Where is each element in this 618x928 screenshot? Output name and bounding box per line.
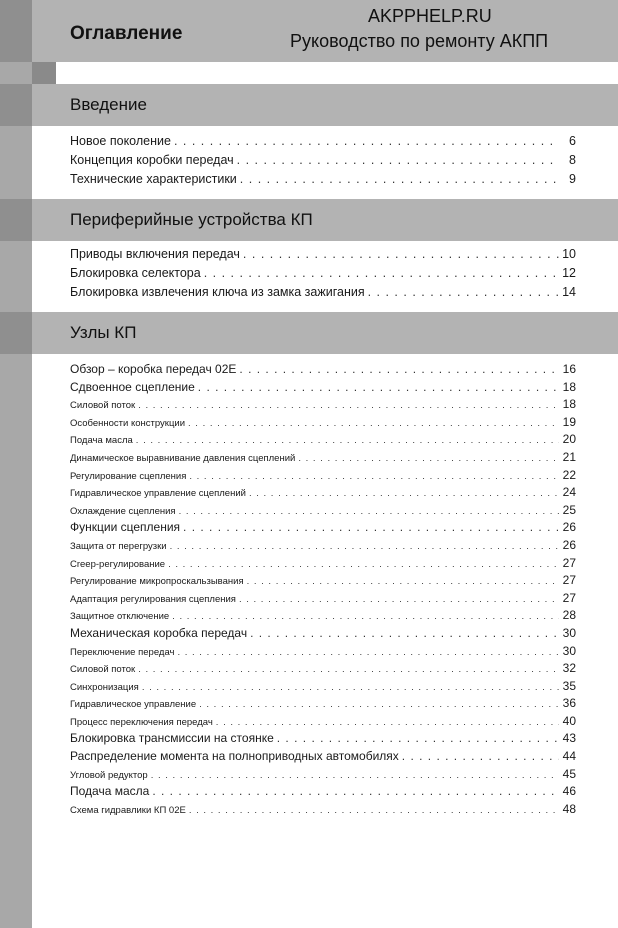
toc-entry[interactable] (70, 537, 576, 555)
entry-page: 40 (562, 713, 576, 728)
entry-page: 46 (562, 784, 576, 799)
entry-page: 22 (562, 467, 576, 482)
dot-leader (216, 714, 559, 732)
dot-leader (250, 625, 559, 643)
entry-title: Блокировка селектора (70, 266, 201, 280)
entry-title: Силовой поток (70, 664, 136, 676)
dot-leader (177, 644, 559, 662)
entry-title: Блокировка трансмиссии на стоянке (70, 731, 274, 746)
toc-entry[interactable] (70, 431, 576, 449)
toc-entry[interactable] (70, 766, 576, 784)
entry-page: 8 (569, 153, 576, 167)
entry-title: Приводы включения передач (70, 247, 240, 261)
document-subtitle: Руководство по ремонту АКПП (290, 31, 549, 51)
dot-leader (138, 661, 559, 679)
entry-title: Процесс переключения передач (70, 716, 213, 728)
entry-title: Адаптация регулирования сцепления (70, 593, 236, 605)
entry-page: 21 (562, 449, 576, 464)
entry-page: 24 (562, 485, 576, 500)
entry-title: Блокировка извлечения ключа из замка зажигания (70, 285, 365, 299)
entry-title: Обзор – коробка передач 02Е (70, 362, 237, 376)
entry-page: 32 (562, 661, 576, 676)
entry-page: 25 (562, 502, 576, 517)
entry-page: 14 (562, 285, 576, 299)
toc-entry[interactable] (70, 449, 576, 467)
dot-leader (277, 730, 559, 748)
dot-leader (368, 283, 559, 302)
dot-leader (189, 802, 559, 820)
dot-leader (179, 503, 559, 521)
entry-page: 26 (562, 537, 576, 552)
entry-page: 20 (562, 432, 576, 447)
dot-leader (138, 397, 559, 415)
toc-entry[interactable] (70, 783, 576, 801)
toc-entry[interactable] (70, 264, 576, 283)
entry-title: Механическая коробка передач (70, 625, 248, 640)
entry-page: 18 (562, 379, 576, 394)
entry-title: Гидравлическое управление сцеплений (70, 488, 246, 500)
entry-page: 16 (562, 362, 576, 376)
section-header-introduction (0, 84, 618, 126)
section-entries-peripherals (70, 245, 576, 302)
entry-title: Динамическое выравнивание давления сцеплений (70, 452, 296, 464)
toc-entry[interactable] (70, 748, 576, 766)
entry-title: Гидравлическое управление (70, 699, 197, 711)
toc-entry[interactable] (70, 590, 576, 608)
decorative-square (32, 62, 56, 84)
entry-page: 30 (562, 643, 576, 658)
section-title: Узлы КП (70, 323, 137, 342)
section-header-units (0, 312, 618, 354)
entry-page: 28 (562, 608, 576, 623)
section-header-peripherals (0, 199, 618, 241)
entry-title: Подача масла (70, 435, 133, 447)
entry-page: 48 (562, 801, 576, 816)
toc-entry[interactable] (70, 414, 576, 432)
toc-entry[interactable] (70, 379, 576, 397)
dot-leader (136, 432, 559, 450)
entry-title: Охлаждение сцепления (70, 505, 176, 517)
toc-entry[interactable] (70, 132, 576, 151)
entry-page: 19 (562, 414, 576, 429)
dot-leader (170, 538, 559, 556)
entry-page: 18 (562, 397, 576, 412)
entry-title: Функции сцепления (70, 520, 181, 535)
toc-entry[interactable] (70, 713, 576, 731)
entry-title: Creep-регулирование (70, 558, 166, 570)
entry-page: 10 (562, 247, 576, 261)
toc-entry[interactable] (70, 502, 576, 520)
toc-entry[interactable] (70, 678, 576, 696)
section-corner-block (0, 312, 32, 354)
dot-leader (298, 450, 559, 468)
dot-leader (402, 748, 559, 766)
dot-leader (188, 415, 559, 433)
dot-leader (247, 573, 559, 591)
entry-page: 27 (562, 573, 576, 588)
toc-entry[interactable] (70, 245, 576, 264)
entry-title: Технические характеристики (70, 172, 237, 186)
section-title: Периферийные устройства КП (70, 210, 313, 229)
dot-leader (189, 468, 559, 486)
section-title: Введение (70, 95, 147, 114)
entry-page: 12 (562, 266, 576, 280)
toc-entry[interactable] (70, 555, 576, 573)
entry-page: 45 (562, 766, 576, 781)
entry-page: 27 (562, 590, 576, 605)
section-entries-units (70, 361, 576, 818)
toc-entry[interactable] (70, 484, 576, 502)
toc-entry[interactable] (70, 625, 576, 643)
toc-entry[interactable] (70, 607, 576, 625)
entry-page: 27 (562, 555, 576, 570)
dot-leader (204, 264, 559, 283)
toc-entry[interactable] (70, 730, 576, 748)
toc-entry[interactable] (70, 396, 576, 414)
toc-entry[interactable] (70, 660, 576, 678)
header-corner-block (0, 0, 32, 62)
toc-entry[interactable] (70, 361, 576, 379)
toc-entry[interactable] (70, 801, 576, 819)
section-entries-introduction (70, 132, 576, 189)
dot-leader (243, 245, 559, 264)
site-name: AKPPHELP.RU (368, 6, 492, 26)
toc-entry[interactable] (70, 643, 576, 661)
entry-page: 44 (562, 749, 576, 764)
dot-leader (168, 556, 559, 574)
entry-title: Переключение передач (70, 646, 175, 658)
left-margin-strip (0, 0, 32, 928)
entry-page: 9 (569, 172, 576, 186)
entry-title: Угловой редуктор (70, 769, 148, 781)
entry-page: 26 (562, 520, 576, 535)
entry-page: 6 (569, 134, 576, 148)
toc-entry[interactable] (70, 467, 576, 485)
dot-leader (172, 608, 559, 626)
dot-leader (198, 379, 559, 397)
toc-entry[interactable] (70, 572, 576, 590)
entry-title: Регулирование микропроскальзывания (70, 576, 244, 588)
dot-leader (142, 679, 559, 697)
dot-leader (199, 696, 559, 714)
toc-title: Оглавление (70, 23, 183, 44)
toc-entry[interactable] (70, 151, 576, 170)
dot-leader (237, 151, 559, 170)
entry-page: 36 (562, 696, 576, 711)
entry-title: Особенности конструкции (70, 417, 186, 429)
entry-page: 35 (562, 678, 576, 693)
entry-title: Концепция коробки передач (70, 153, 234, 167)
entry-title: Защита от перегрузки (70, 540, 167, 552)
dot-leader (152, 783, 559, 801)
entry-title: Подача масла (70, 784, 150, 799)
entry-title: Синхронизация (70, 681, 139, 693)
dot-leader (239, 591, 559, 609)
entry-title: Регулирование сцепления (70, 470, 187, 482)
dot-leader (151, 767, 559, 785)
entry-title: Защитное отключение (70, 611, 170, 623)
toc-entry[interactable] (70, 283, 576, 302)
entry-title: Новое поколение (70, 134, 171, 148)
dot-leader (174, 132, 559, 151)
entry-title: Сдвоенное сцепление (70, 379, 195, 394)
entry-title: Распределение момента на полноприводных автомобилях (70, 749, 399, 764)
dot-leader (249, 485, 559, 503)
dot-leader (183, 519, 559, 537)
section-corner-block (0, 199, 32, 241)
entry-title: Силовой поток (70, 400, 136, 412)
entry-page: 30 (562, 625, 576, 640)
section-corner-block (0, 84, 32, 126)
dot-leader (239, 361, 559, 379)
dot-leader (240, 170, 559, 189)
entry-page: 43 (562, 731, 576, 746)
toc-entry[interactable] (70, 519, 576, 537)
toc-entry[interactable] (70, 170, 576, 189)
entry-title: Схема гидравлики КП 02Е (70, 804, 186, 816)
toc-entry[interactable] (70, 695, 576, 713)
